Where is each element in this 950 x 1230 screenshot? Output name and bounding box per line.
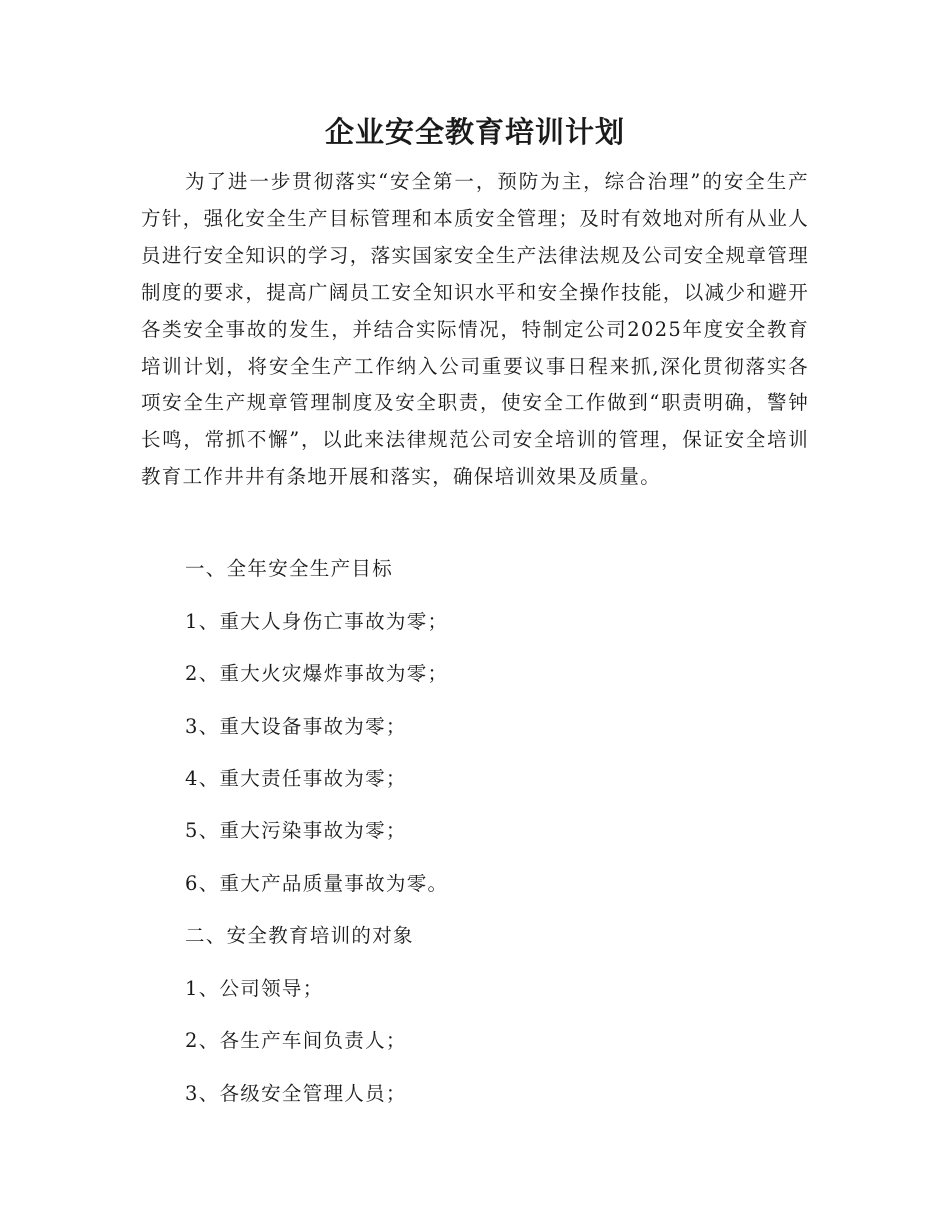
goal-item: 5、重大污染事故为零； [185, 819, 407, 842]
target-item: 3、各级安全管理人员； [185, 1082, 407, 1105]
goal-item: 1、重大人身伤亡事故为零； [185, 610, 449, 633]
target-item: 2、各生产车间负责人； [185, 1029, 407, 1052]
document-title: 企业安全教育培训计划 [324, 115, 625, 149]
section-heading-targets: 二、安全教育培训的对象 [185, 924, 414, 947]
goal-item: 4、重大责任事故为零； [185, 767, 407, 790]
goal-item: 2、重大火灾爆炸事故为零； [185, 662, 449, 685]
section-heading-goals: 一、全年安全生产目标 [185, 557, 394, 580]
intro-paragraph: 为了进一步贯彻落实“安全第一，预防为主，综合治理”的安全生产方针，强化安全生产目标管理和本质安全管理；及时有效地对所有从业人员进行安全知识的学习，落实国家安全生产法律法规及公司安全规章管理制度的要求，提高广阔员工安全知识水平和安全操作技能，以减少和避开各类安全事故的发生，并结合实际情况，特制定公司2025年度安全教育培训计划，将安全生产工作纳入公司重要议事日程来抓,深化贯彻落实各项安全生产规章管理制度及安全职责，使安全工作做到“职责明确，警钟长鸣，常抓不懈”，以此来法律规范公司安全培训的管理，保证安全培训教育工作井井有条地开展和落实，确保培训效果及质量。 [141, 170, 809, 489]
goal-item: 3、重大设备事故为零； [185, 715, 407, 738]
goal-item: 6、重大产品质量事故为零。 [185, 872, 449, 895]
target-item: 1、公司领导； [185, 977, 324, 1000]
